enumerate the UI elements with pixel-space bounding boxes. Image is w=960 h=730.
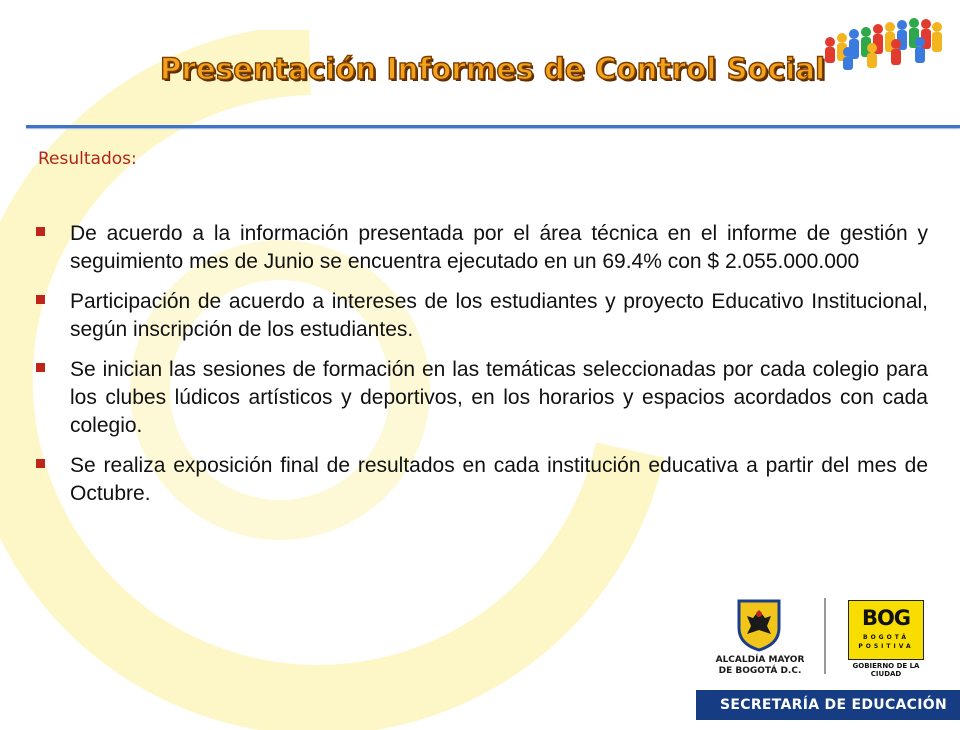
alcaldia-logo-text (707, 655, 813, 677)
list-item (36, 220, 928, 276)
bogota-positiva-logo (848, 600, 924, 660)
square-bullet-icon (36, 227, 45, 236)
list-item (36, 288, 928, 344)
people-group-icon (818, 12, 948, 72)
list-item (36, 356, 928, 440)
square-bullet-icon (36, 363, 45, 372)
secretaria-label: SECRETARÍA DE EDUCACIÓN (720, 697, 947, 713)
square-bullet-icon (36, 295, 45, 304)
list-item-text: Se inician las sesiones de formación en las temáticas seleccionadas por cada colegio para los clubes lúdicos artísticos y deportivos, en los horarios y espacios acordados con cada colegio. (70, 358, 928, 437)
square-bullet-icon (36, 459, 45, 468)
logo-divider (824, 598, 826, 674)
secretaria-footer-bar (696, 690, 960, 720)
list-item-text: De acuerdo a la información presentada por el área técnica en el informe de gestión y seguimiento mes de Junio se encuentra ejecutado en un 69.4% con $ 2.055.000.000 (70, 222, 928, 273)
list-item-text: Participación de acuerdo a intereses de los estudiantes y proyecto Educativo Institucional, según inscripción de los estudiantes. (70, 290, 928, 341)
coat-of-arms-icon (735, 598, 783, 652)
gobierno-label: GOBIERNO DE LA CIUDAD (852, 662, 920, 678)
bog-logo-subtitle-2: POSITIVA (858, 643, 914, 650)
header-divider (26, 125, 960, 128)
alcaldia-line-1: ALCALDÍA MAYOR (715, 655, 805, 665)
bullet-list (36, 220, 928, 520)
bog-logo-subtitle-1: BOGOTÁ (863, 634, 909, 641)
section-label: Resultados: (38, 149, 137, 169)
bog-logo-mark: BOG (861, 606, 911, 630)
page-title: Presentación Informes de Control Social (160, 52, 826, 86)
list-item-text: Se realiza exposición final de resultados en cada institución educativa a partir del mes de Octubre. (70, 454, 928, 505)
title-banner (160, 52, 826, 102)
list-item (36, 452, 928, 508)
alcaldia-line-2: DE BOGOTÁ D.C. (718, 666, 802, 676)
